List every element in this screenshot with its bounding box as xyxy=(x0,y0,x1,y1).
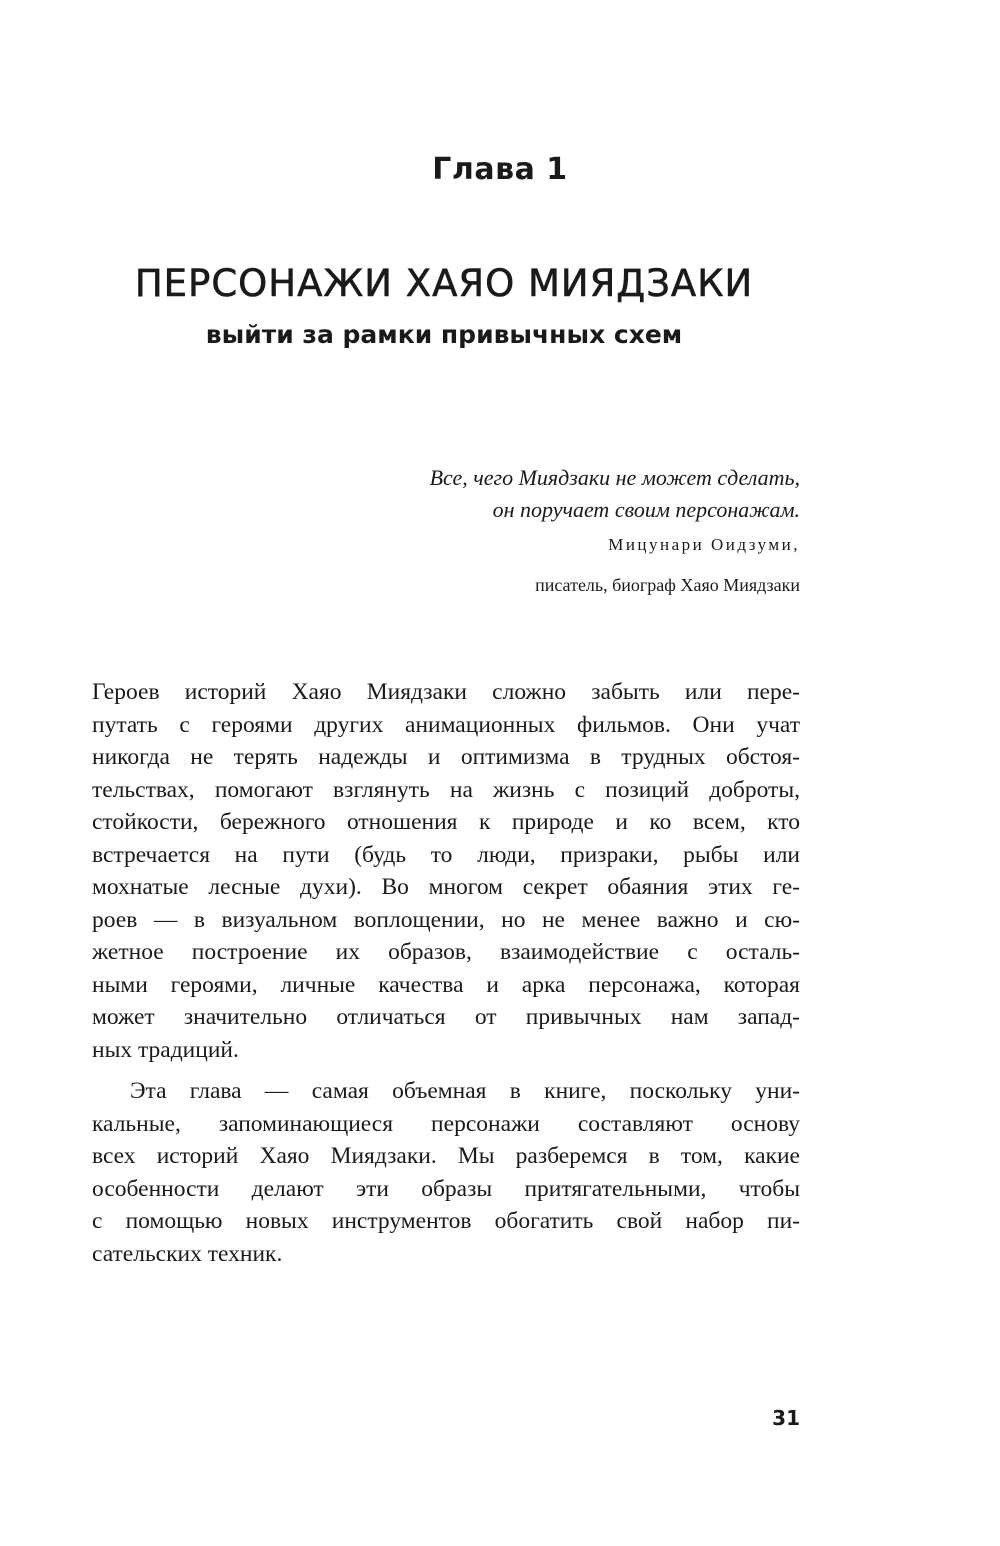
text-line: роев — в визуальном воплощении, но не менее важно и сю- xyxy=(92,906,800,933)
text-line: путать с героями других анимационных фильмов. Они учат xyxy=(92,711,800,738)
body-text xyxy=(92,676,800,1270)
epigraph-author: Мицунари Оидзуми, xyxy=(608,535,800,554)
chapter-title: ПЕРСОНАЖИ ХАЯО МИЯДЗАКИ xyxy=(134,262,754,305)
epigraph-author-role: писатель, биограф Хаяо Миядзаки xyxy=(535,575,800,595)
text-line: ными героями, личные качества и арка персонажа, которая xyxy=(92,971,800,998)
text-line: мохнатые лесные духи). Во многом секрет обаяния этих ге- xyxy=(92,874,800,900)
text-line: всех историй Хаяо Миядзаки. Мы разберемся в том, какие xyxy=(92,1143,800,1169)
epigraph xyxy=(240,462,800,602)
text-line: стойкости, бережного отношения к природе и ко всем, кто xyxy=(92,809,800,835)
text-line: кальные, запоминающиеся персонажи составляют основу xyxy=(92,1110,800,1137)
text-line: с помощью новых инструментов обогатить свой набор пи- xyxy=(92,1208,800,1234)
paragraph-2 xyxy=(92,1075,800,1270)
text-line: жетное построение их образов, взаимодействие с осталь- xyxy=(92,939,800,965)
text-line: может значительно отличаться от привычных нам запад- xyxy=(92,1004,800,1030)
text-line: особенности делают эти образы притягательными, чтобы xyxy=(92,1175,800,1202)
text-line: ных традиций. xyxy=(92,1036,239,1063)
text-line: никогда не терять надежды и оптимизма в трудных обстоя- xyxy=(92,744,800,770)
text-line: встречается на пути (будь то люди, призраки, рыбы или xyxy=(92,841,800,868)
epigraph-quote-line: Все, чего Миядзаки не может сделать, xyxy=(429,465,800,490)
text-line: Эта глава — самая объемная в книге, поскольку уни- xyxy=(130,1078,800,1104)
text-line: Героев историй Хаяо Миядзаки сложно забыть или пере- xyxy=(92,679,800,705)
epigraph-quote-line: он поручает своим персонажам. xyxy=(492,497,800,522)
chapter-subtitle: выйти за рамки привычных схем xyxy=(205,320,683,349)
page-number: 31 xyxy=(772,1406,800,1430)
chapter-label: Глава 1 xyxy=(432,152,568,187)
text-line: сательских техник. xyxy=(92,1240,283,1267)
paragraph-1 xyxy=(92,676,800,1066)
text-line: тельствах, помогают взглянуть на жизнь с позиций доброты, xyxy=(92,776,800,803)
